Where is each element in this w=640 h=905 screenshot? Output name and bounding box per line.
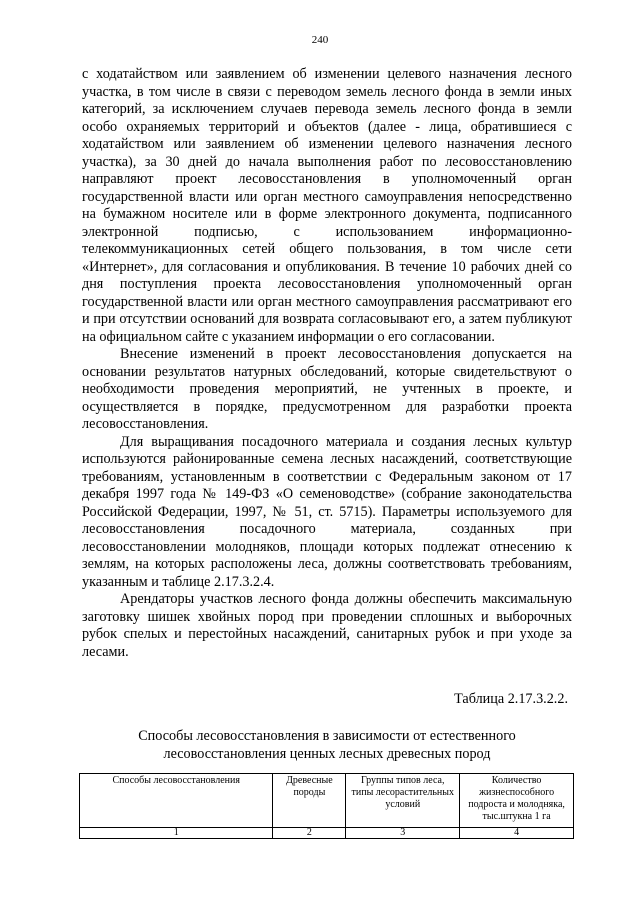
header-tree-species: Древесные породы	[273, 774, 346, 828]
body-text	[82, 66, 572, 661]
paragraph-2: Внесение изменений в проект лесовосстановления допускается на основании результатов натурных обследований, которые свидетельствуют о необходимости проведения мероприятий, не учтенных в проекте, и осуществляется в порядке, предусмотренном для разработки проекта лесовосстановления.	[82, 346, 572, 432]
table-label: Таблица 2.17.3.2.2.	[454, 691, 568, 707]
reforestation-methods-table	[79, 773, 574, 839]
page-number: 240	[311, 34, 329, 46]
header-forest-type-groups: Группы типов леса, типы лесорастительных условий	[346, 774, 460, 828]
paragraph-1: с ходатайством или заявлением об изменении целевого назначения лесного участка, в том числе в связи с переводом земель лесного фонда в земли иных категорий, за исключением случаев перевода земель лесного фонда в земли особо охраняемых территорий и объектов (далее - лица, обратившиеся с ходатайством или заявлением об изменении целевого назначения лесного участка), за 30 дней до начала выполнения работ по лесовосстановлению направляют проект лесовосстановления в уполномоченный орган государственной власти или орган местного самоуправления непосредственно на бумажном носителе или в форме электронного документа, подписанного электронной подписью, с использованием информационно-телекоммуникационных сетей общего пользования, в том числе сети «Интернет», для согласования и опубликования. В течение 10 рабочих дней со дня поступления проекта лесовосстановления уполномоченный орган государственной власти или орган местного самоуправления рассматривают его и при отсутствии оснований для возврата согласовывают его, а затем публикуют на официальном сайте с указанием информации о его согласовании.	[82, 66, 572, 345]
header-reforestation-method: Способы лесовосстановления	[80, 774, 273, 828]
column-number-2: 2	[273, 828, 346, 839]
table-caption	[82, 727, 572, 763]
column-number-4: 4	[460, 828, 574, 839]
table-header-row	[80, 774, 574, 828]
header-undergrowth-quantity: Количество жизнеспособного подроста и молодняка, тыс.штукна 1 га	[460, 774, 574, 828]
column-number-1: 1	[80, 828, 273, 839]
column-number-3: 3	[346, 828, 460, 839]
table-caption-line-2: лесовосстановления ценных лесных древесных пород	[163, 746, 491, 762]
paragraph-3: Для выращивания посадочного материала и создания лесных культур используются районированные семена лесных насаждений, соответствующие требованиям, установленным в соответствии с Федеральным законом от 17 декабря 1997 года № 149-ФЗ «О семеноводстве» (собрание законодательства Российской Федерации, 1997, № 51, ст. 5715). Параметры используемого для лесовосстановления посадочного материала, созданных при лесовосстановлении молодняков, площади которых подлежат отнесению к землям, на которых расположены леса, должны соответствовать требованиям, указанным и таблице 2.17.3.2.4.	[82, 433, 572, 590]
paragraph-4: Арендаторы участков лесного фонда должны обеспечить максимальную заготовку шишек хвойных пород при проведении сплошных и выборочных рубок спелых и перестойных насаждений, санитарных рубок и при уходе за лесами.	[82, 591, 572, 660]
table-column-number-row	[80, 828, 574, 839]
table-caption-line-1: Способы лесовосстановления в зависимости от естественного	[138, 728, 516, 744]
